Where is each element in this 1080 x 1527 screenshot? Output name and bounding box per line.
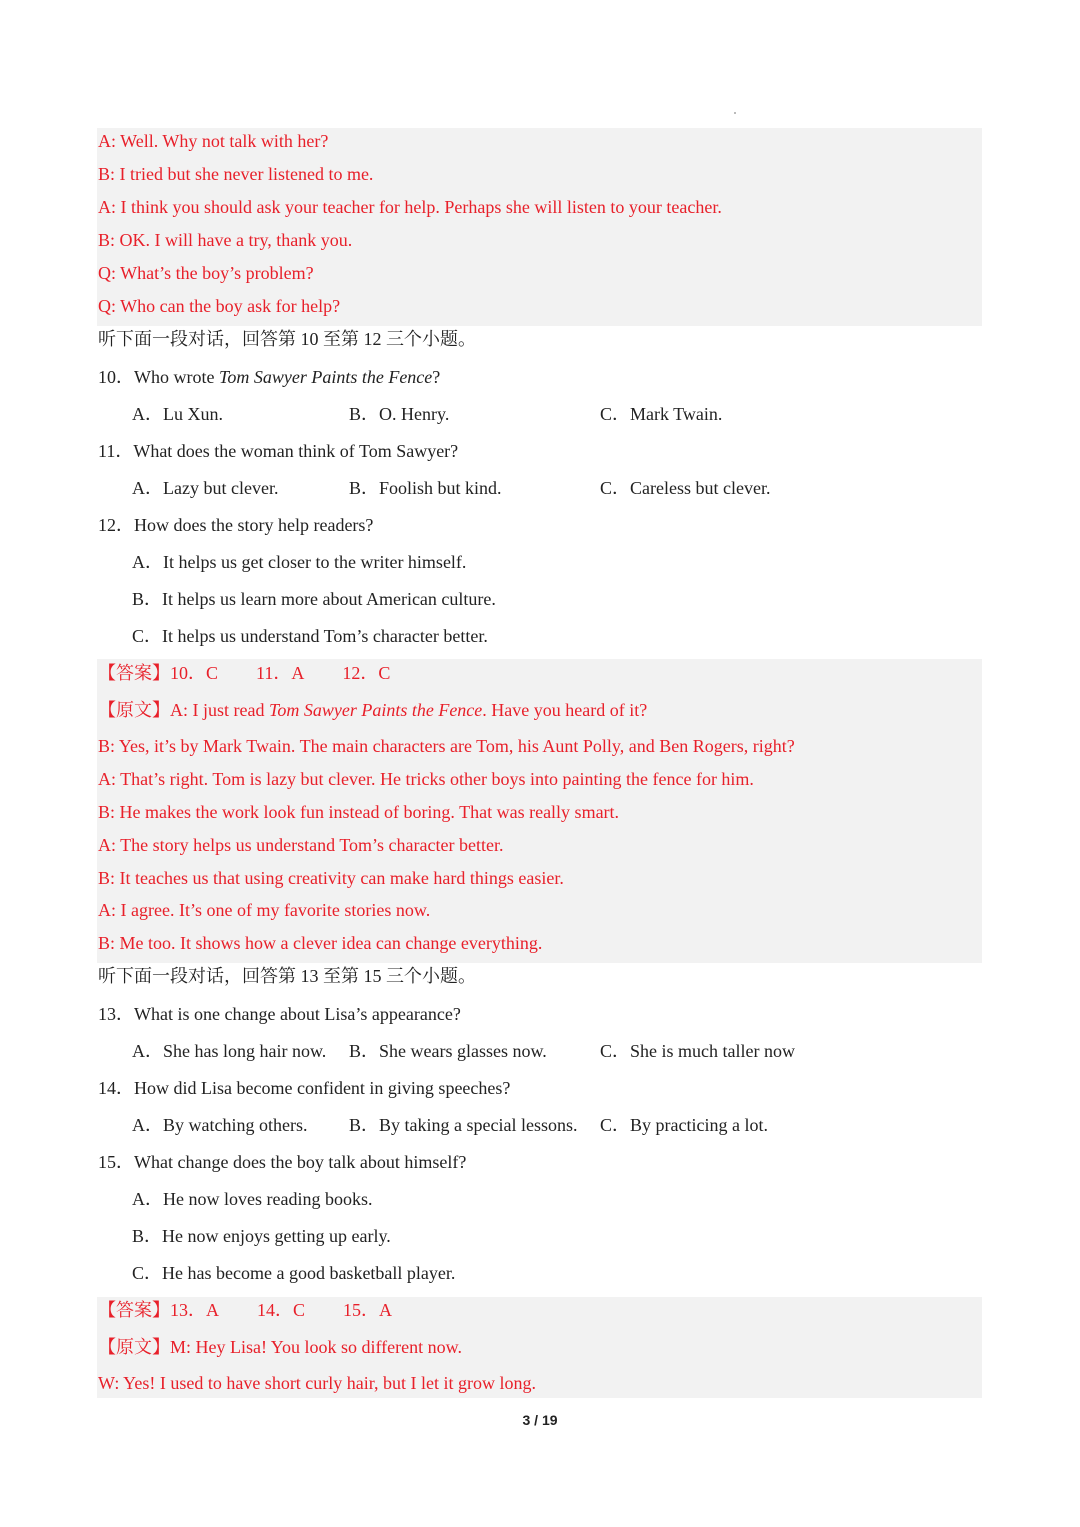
transcript-line: A: I agree. It’s one of my favorite stories now. bbox=[98, 900, 431, 920]
transcript-line: B: Me too. It shows how a clever idea can change everything. bbox=[98, 933, 543, 953]
question-14: 14．How did Lisa become confident in giving speeches? bbox=[98, 1078, 511, 1098]
book-title: Tom Sawyer Paints the Fence bbox=[268, 700, 483, 720]
page-number: 3 / 19 bbox=[522, 1412, 558, 1428]
question-10 bbox=[98, 365, 440, 389]
option-a: A．By watching others. bbox=[132, 1115, 308, 1135]
book-title: Tom Sawyer Paints the Fence bbox=[218, 367, 433, 387]
section-intro: 听下面一段对话，回答第 10 至第 12 三个小题。 bbox=[98, 329, 476, 349]
option-b: B．It helps us learn more about American culture. bbox=[132, 589, 496, 609]
transcript-line: W: Yes! I used to have short curly hair, but I let it grow long. bbox=[98, 1373, 537, 1393]
option-a: A．It helps us get closer to the writer himself. bbox=[132, 552, 467, 572]
answer-item: 10．C bbox=[170, 663, 219, 683]
transcript-first-line bbox=[98, 698, 647, 722]
question-15: 15．What change does the boy talk about himself? bbox=[98, 1152, 467, 1172]
speck bbox=[734, 112, 736, 114]
option-b: B．She wears glasses now. bbox=[349, 1041, 547, 1061]
question-number: 10． bbox=[98, 367, 134, 387]
option-a: A．He now loves reading books. bbox=[132, 1189, 373, 1209]
option-b: B．O. Henry. bbox=[349, 404, 450, 424]
transcript-line: B: It teaches us that using creativity can make hard things easier. bbox=[98, 868, 564, 888]
option-b: B．Foolish but kind. bbox=[349, 478, 502, 498]
transcript-line: Q: Who can the boy ask for help? bbox=[98, 296, 341, 316]
question-12: 12．How does the story help readers? bbox=[98, 515, 374, 535]
answer-label: 【答案】 bbox=[98, 1300, 170, 1320]
option-a: A．She has long hair now. bbox=[132, 1041, 327, 1061]
transcript-label: 【原文】 bbox=[98, 700, 170, 720]
transcript-first-line bbox=[98, 1335, 462, 1359]
transcript-text: M: Hey Lisa! You look so different now. bbox=[170, 1337, 462, 1357]
option-b: B．He now enjoys getting up early. bbox=[132, 1226, 391, 1246]
option-c: C．By practicing a lot. bbox=[600, 1115, 768, 1135]
transcript-line: B: I tried but she never listened to me. bbox=[98, 164, 374, 184]
transcript-text: A: I just read bbox=[170, 700, 269, 720]
answer-key-line bbox=[98, 661, 390, 685]
answer-item: 11．A bbox=[256, 663, 305, 683]
option-c: C．He has become a good basketball player. bbox=[132, 1263, 456, 1283]
question-text: Who wrote bbox=[134, 367, 219, 387]
transcript-line: A: I think you should ask your teacher for help. Perhaps she will listen to your teacher. bbox=[98, 197, 722, 217]
answer-item: 14．C bbox=[257, 1300, 306, 1320]
question-mark: ? bbox=[432, 367, 441, 387]
question-11: 11．What does the woman think of Tom Sawyer? bbox=[98, 441, 459, 461]
transcript-label: 【原文】 bbox=[98, 1337, 170, 1357]
transcript-text: . Have you heard of it? bbox=[482, 700, 648, 720]
answer-label: 【答案】 bbox=[98, 663, 170, 683]
option-a: A．Lazy but clever. bbox=[132, 478, 279, 498]
transcript-line: A: The story helps us understand Tom’s character better. bbox=[98, 835, 504, 855]
transcript-line: Q: What’s the boy’s problem? bbox=[98, 263, 314, 283]
option-b: B．By taking a special lessons. bbox=[349, 1115, 578, 1135]
option-a: A．Lu Xun. bbox=[132, 404, 223, 424]
option-c: C．She is much taller now bbox=[600, 1041, 795, 1061]
transcript-line: B: OK. I will have a try, thank you. bbox=[98, 230, 353, 250]
option-c: C．It helps us understand Tom’s character better. bbox=[132, 626, 488, 646]
transcript-line: A: Well. Why not talk with her? bbox=[98, 131, 329, 151]
transcript-line: B: Yes, it’s by Mark Twain. The main characters are Tom, his Aunt Polly, and Ben Rogers, right? bbox=[98, 736, 795, 756]
option-c: C．Mark Twain. bbox=[600, 404, 723, 424]
transcript-line: B: He makes the work look fun instead of boring. That was really smart. bbox=[98, 802, 620, 822]
answer-key-line bbox=[98, 1298, 392, 1322]
answer-item: 12．C bbox=[342, 663, 391, 683]
transcript-line: A: That’s right. Tom is lazy but clever. He tricks other boys into painting the fence for him. bbox=[98, 769, 754, 789]
question-13: 13．What is one change about Lisa’s appearance? bbox=[98, 1004, 461, 1024]
answer-item: 13．A bbox=[170, 1300, 219, 1320]
section-intro: 听下面一段对话，回答第 13 至第 15 三个小题。 bbox=[98, 966, 476, 986]
option-c: C．Careless but clever. bbox=[600, 478, 771, 498]
answer-item: 15．A bbox=[343, 1300, 393, 1320]
